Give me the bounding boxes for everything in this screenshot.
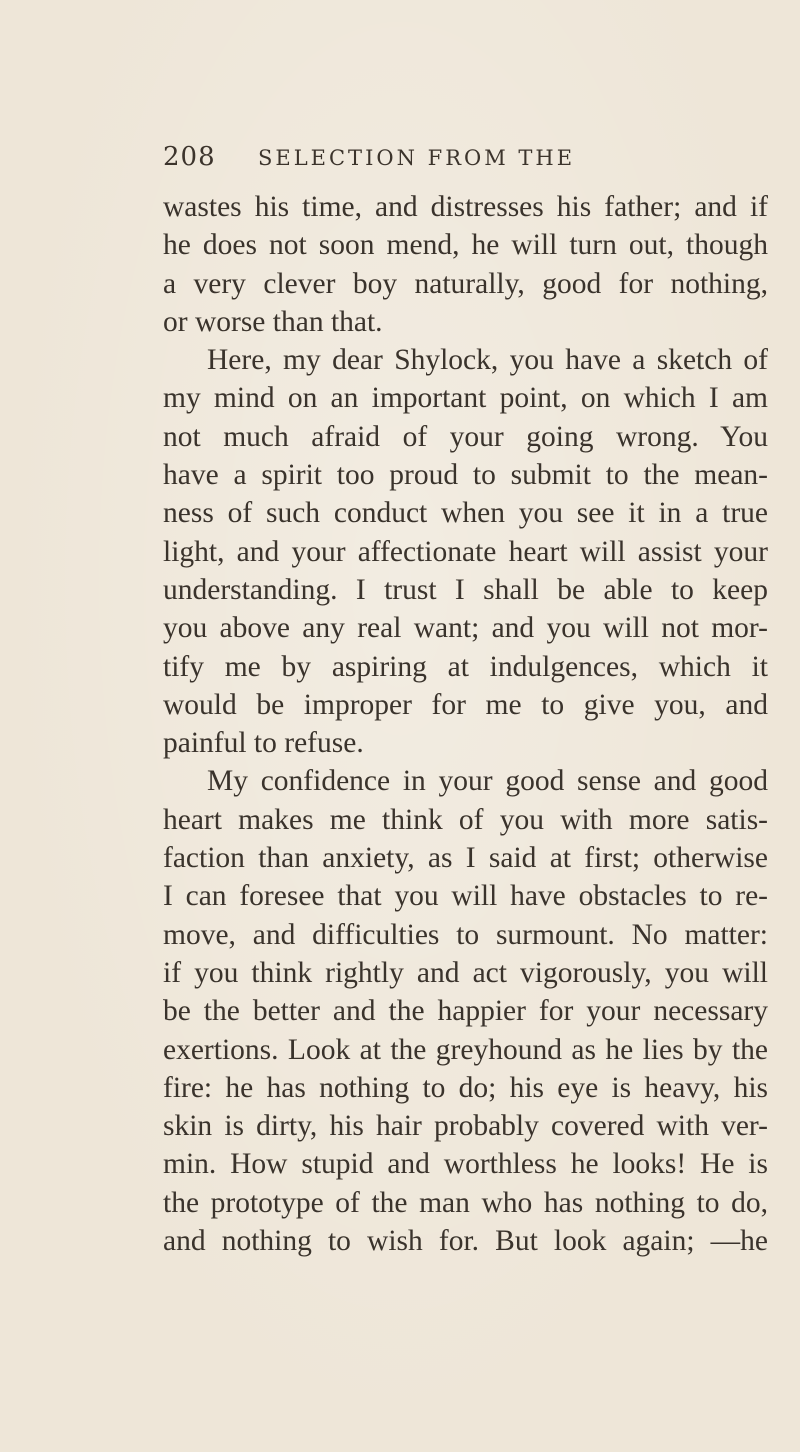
page-number: 208	[163, 142, 216, 172]
text-line: exertions. Look at the greyhound as he lies by the	[163, 1033, 768, 1066]
text-line: have a spirit too proud to submit to the mean-	[163, 459, 768, 492]
text-line: the prototype of the man who has nothing to do,	[163, 1186, 768, 1219]
text-line: understanding. I trust I shall be able to keep	[163, 573, 768, 606]
text-line: I can foresee that you will have obstacles to re-	[163, 880, 768, 913]
text-line: he does not soon mend, he will turn out, though	[163, 229, 768, 262]
text-line: ness of such conduct when you see it in a true	[163, 497, 768, 530]
text-line: heart makes me think of you with more satis-	[163, 803, 768, 836]
text-line: a very clever boy naturally, good for nothing,	[163, 267, 768, 300]
text-line: tify me by aspiring at indulgences, which it	[163, 650, 768, 683]
text-line: or worse than that.	[163, 305, 383, 338]
text-line: move, and difficulties to surmount. No matter:	[163, 918, 768, 951]
text-line: painful to refuse.	[163, 727, 364, 760]
text-line: my mind on an important point, on which I am	[163, 382, 768, 415]
text-line: Here, my dear Shylock, you have a sketch of	[207, 344, 768, 377]
running-head: SELECTION FROM THE	[258, 146, 576, 170]
text-line: not much afraid of your going wrong. You	[163, 420, 768, 453]
body-text	[163, 188, 768, 1260]
text-line: wastes his time, and distresses his father; and if	[163, 191, 768, 223]
text-line: min. How stupid and worthless he looks! He is	[163, 1148, 768, 1181]
text-line: light, and your affectionate heart will assist your	[163, 535, 768, 568]
text-line: and nothing to wish for. But look again; —he	[163, 1225, 768, 1258]
page-header	[163, 142, 643, 178]
text-line: you above any real want; and you will not mor-	[163, 612, 768, 645]
text-line: be the better and the happier for your necessary	[163, 995, 768, 1028]
text-line: skin is dirty, his hair probably covered with ver-	[163, 1110, 768, 1143]
text-line: fire: he has nothing to do; his eye is heavy, his	[163, 1071, 768, 1104]
text-line: faction than anxiety, as I said at first; otherwise	[163, 842, 768, 875]
text-line: if you think rightly and act vigorously, you will	[163, 956, 768, 989]
text-line: would be improper for me to give you, and	[163, 688, 768, 721]
text-line: My confidence in your good sense and good	[207, 765, 768, 798]
